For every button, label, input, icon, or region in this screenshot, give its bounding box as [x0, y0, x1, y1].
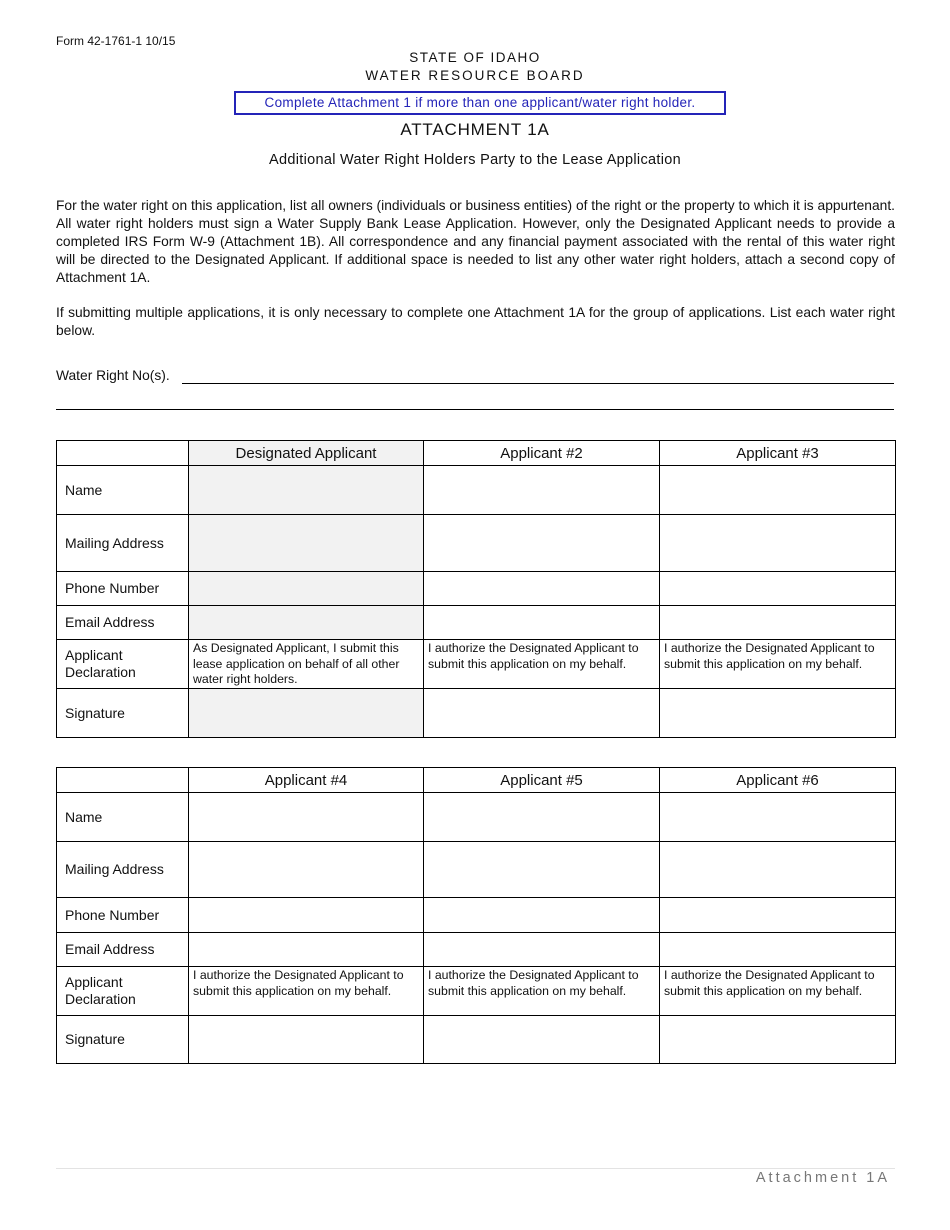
- signature-field[interactable]: [189, 689, 424, 738]
- email-field[interactable]: [424, 933, 660, 967]
- row-label-signature: Signature: [57, 689, 189, 738]
- declaration-text: I authorize the Designated Applicant to submit this application on my behalf.: [424, 640, 660, 689]
- email-field[interactable]: [189, 933, 424, 967]
- phone-field[interactable]: [660, 898, 896, 933]
- email-field[interactable]: [660, 933, 896, 967]
- page-title: ATTACHMENT 1A: [400, 120, 550, 139]
- row-label-email: Email Address: [57, 606, 189, 640]
- header-applicant-5: Applicant #5: [424, 768, 660, 793]
- header-applicant-3: Applicant #3: [660, 441, 896, 466]
- email-field[interactable]: [660, 606, 896, 640]
- row-label-mailing-address: Mailing Address: [57, 842, 189, 898]
- board-heading: WATER RESOURCE BOARD: [365, 68, 585, 83]
- state-heading: STATE OF IDAHO: [409, 50, 541, 65]
- header-designated-applicant: Designated Applicant: [189, 441, 424, 466]
- row-label-declaration: Applicant Declaration: [57, 967, 189, 1016]
- row-label-name: Name: [57, 466, 189, 515]
- row-label-email: Email Address: [57, 933, 189, 967]
- multiple-applications-paragraph: If submitting multiple applications, it is only necessary to complete one Attachment 1A for the group of applications. List each water right below.: [56, 305, 895, 338]
- corner-cell: [57, 768, 189, 793]
- applicants-table-2: [56, 767, 896, 1064]
- water-right-label: Water Right No(s).: [56, 368, 170, 383]
- row-label-signature: Signature: [57, 1016, 189, 1064]
- mailing-address-field[interactable]: [660, 515, 896, 572]
- phone-field[interactable]: [424, 572, 660, 606]
- row-label-name: Name: [57, 793, 189, 842]
- email-field[interactable]: [424, 606, 660, 640]
- mailing-address-field[interactable]: [424, 515, 660, 572]
- water-right-field[interactable]: [182, 383, 894, 384]
- mailing-address-field[interactable]: [424, 842, 660, 898]
- declaration-text: I authorize the Designated Applicant to submit this application on my behalf.: [424, 967, 660, 1016]
- row-label-phone: Phone Number: [57, 898, 189, 933]
- footer-label: Attachment 1A: [755, 1170, 890, 1186]
- row-label-declaration: Applicant Declaration: [57, 640, 189, 689]
- declaration-text: I authorize the Designated Applicant to submit this application on my behalf.: [660, 967, 896, 1016]
- mailing-address-field[interactable]: [660, 842, 896, 898]
- declaration-text: I authorize the Designated Applicant to submit this application on my behalf.: [660, 640, 896, 689]
- header-applicant-6: Applicant #6: [660, 768, 896, 793]
- name-field[interactable]: [424, 466, 660, 515]
- water-right-field-continued[interactable]: [56, 409, 894, 410]
- phone-field[interactable]: [189, 572, 424, 606]
- signature-field[interactable]: [189, 1016, 424, 1064]
- name-field[interactable]: [424, 793, 660, 842]
- phone-field[interactable]: [424, 898, 660, 933]
- form-number: Form 42-1761-1 10/15: [56, 34, 176, 48]
- name-field[interactable]: [660, 466, 896, 515]
- header-applicant-4: Applicant #4: [189, 768, 424, 793]
- signature-field[interactable]: [424, 689, 660, 738]
- signature-field[interactable]: [660, 1016, 896, 1064]
- declaration-text: I authorize the Designated Applicant to submit this application on my behalf.: [189, 967, 424, 1016]
- signature-field[interactable]: [660, 689, 896, 738]
- instructions-paragraph: For the water right on this application, list all owners (individuals or business entities) of the right or the property to which it is appurtenant. All water right holders must sign a Water Supply Bank Lease Application. However, only the Designated Applicant needs to provide a completed IRS Form W-9 (Attachment 1B). All correspondence and any financial payment associated with the rental of this water right will be directed to the Designated Applicant. If additional space is needed to list any other water right holders, attach a second copy of Attachment 1A.: [56, 198, 895, 285]
- phone-field[interactable]: [660, 572, 896, 606]
- declaration-text: As Designated Applicant, I submit this lease application on behalf of all other water right holders.: [189, 640, 424, 689]
- page-subtitle: Additional Water Right Holders Party to the Lease Application: [269, 152, 681, 168]
- applicants-table-1: [56, 440, 896, 738]
- name-field[interactable]: [189, 793, 424, 842]
- name-field[interactable]: [189, 466, 424, 515]
- attachment-notice: Complete Attachment 1 if more than one applicant/water right holder.: [234, 91, 726, 115]
- email-field[interactable]: [189, 606, 424, 640]
- phone-field[interactable]: [189, 898, 424, 933]
- mailing-address-field[interactable]: [189, 842, 424, 898]
- signature-field[interactable]: [424, 1016, 660, 1064]
- footer-divider: [56, 1168, 895, 1169]
- row-label-mailing-address: Mailing Address: [57, 515, 189, 572]
- corner-cell: [57, 441, 189, 466]
- header-applicant-2: Applicant #2: [424, 441, 660, 466]
- row-label-phone: Phone Number: [57, 572, 189, 606]
- name-field[interactable]: [660, 793, 896, 842]
- mailing-address-field[interactable]: [189, 515, 424, 572]
